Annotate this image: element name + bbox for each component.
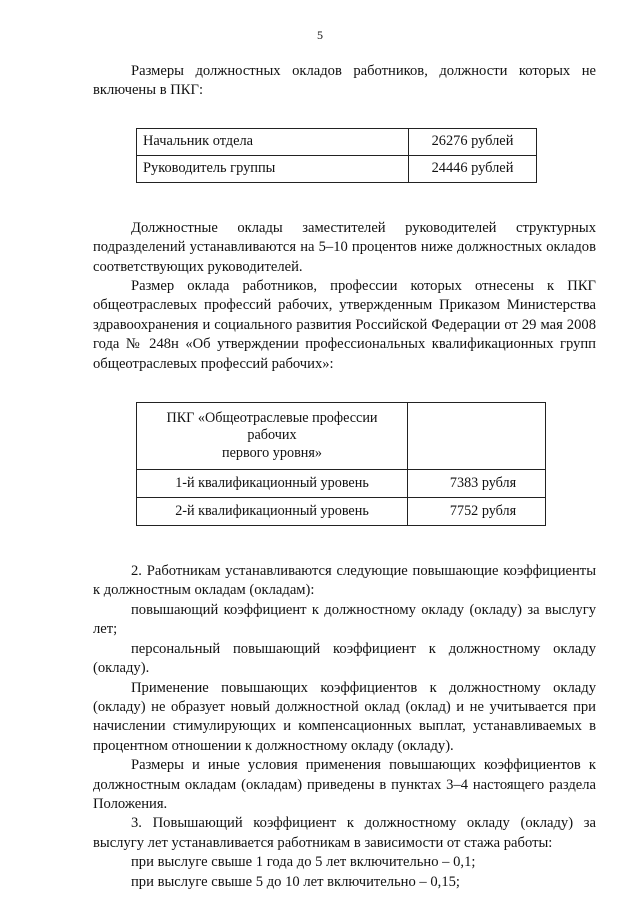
table-row (137, 128, 537, 155)
level-cell: 2-й квалификационный уровень (137, 498, 408, 526)
salary-table-workers (136, 402, 546, 526)
section2-conditions: Размеры и иные условия применения повышающих коэффициентов к должностным окладам (окладам) приведены в пунктах 3–4 настоящего раздела Положения. (93, 757, 596, 812)
position-cell: Начальник отдела (137, 128, 409, 155)
table-row (137, 470, 546, 498)
section2-intro: 2. Работникам устанавливаются следующие повышающие коэффициенты к должностным окладам (окладам): (93, 563, 596, 599)
section2-item-2: персональный повышающий коэффициент к должностному окладу (окладу). (93, 640, 596, 677)
workers-paragraph: Размер оклада работников, профессии которых отнесены к ПКГ общеотраслевых профессий рабочих, утвержденным Приказом Министерства здравоохранения и социального развития Российской Федерации от 29 мая 2008 года № 248н «Об утверждении профессиональных квалификационных групп общеотраслевых профессий рабочих»: (93, 278, 596, 372)
salary-cell: 26276 рублей (409, 128, 537, 155)
salary-cell: 24446 рублей (409, 155, 537, 182)
salary-table-positions (136, 128, 537, 183)
position-cell: Руководитель группы (137, 155, 409, 182)
section2-item-1: повышающий коэффициент к должностному окладу (окладу) за выслугу лет; (93, 601, 596, 638)
section3-item-2: при выслуге свыше 5 до 10 лет включительно – 0,15; (131, 873, 460, 890)
header-line: первого уровня» (222, 444, 322, 461)
table-row (137, 155, 537, 182)
header-line: рабочих (247, 427, 297, 444)
salary-cell: 7383 рубля (408, 470, 546, 498)
document-body (93, 62, 596, 892)
salary-cell: 7752 рубля (408, 498, 546, 526)
table-header-cell (137, 403, 408, 470)
deputies-paragraph: Должностные оклады заместителей руководителей структурных подразделений устанавливаются на 5–10 процентов ниже должностных окладов соответствующих руководителей. (93, 219, 596, 275)
table-header-empty-cell (408, 403, 546, 470)
header-line: ПКГ «Общеотраслевые профессии (166, 409, 378, 426)
section2-application: Применение повышающих коэффициентов к должностному окладу (окладу) не образует новый должностной оклад (оклад) и не учитывается при начислении стимулирующих и компенсационных выплат, устанавливаемых в процентном отношении к должностному окладу (окладу). (93, 679, 596, 754)
table-row (137, 498, 546, 526)
level-cell: 1-й квалификационный уровень (137, 470, 408, 498)
section3-item-1: при выслуге свыше 1 года до 5 лет включительно – 0,1; (131, 854, 476, 871)
page-number: 5 (317, 28, 323, 42)
intro-paragraph: Размеры должностных окладов работников, должности которых не включены в ПКГ: (93, 63, 596, 99)
section3-intro: 3. Повышающий коэффициент к должностному окладу (окладу) за выслугу лет устанавливается работникам в зависимости от стажа работы: (93, 815, 596, 851)
table-header-row (137, 403, 546, 470)
